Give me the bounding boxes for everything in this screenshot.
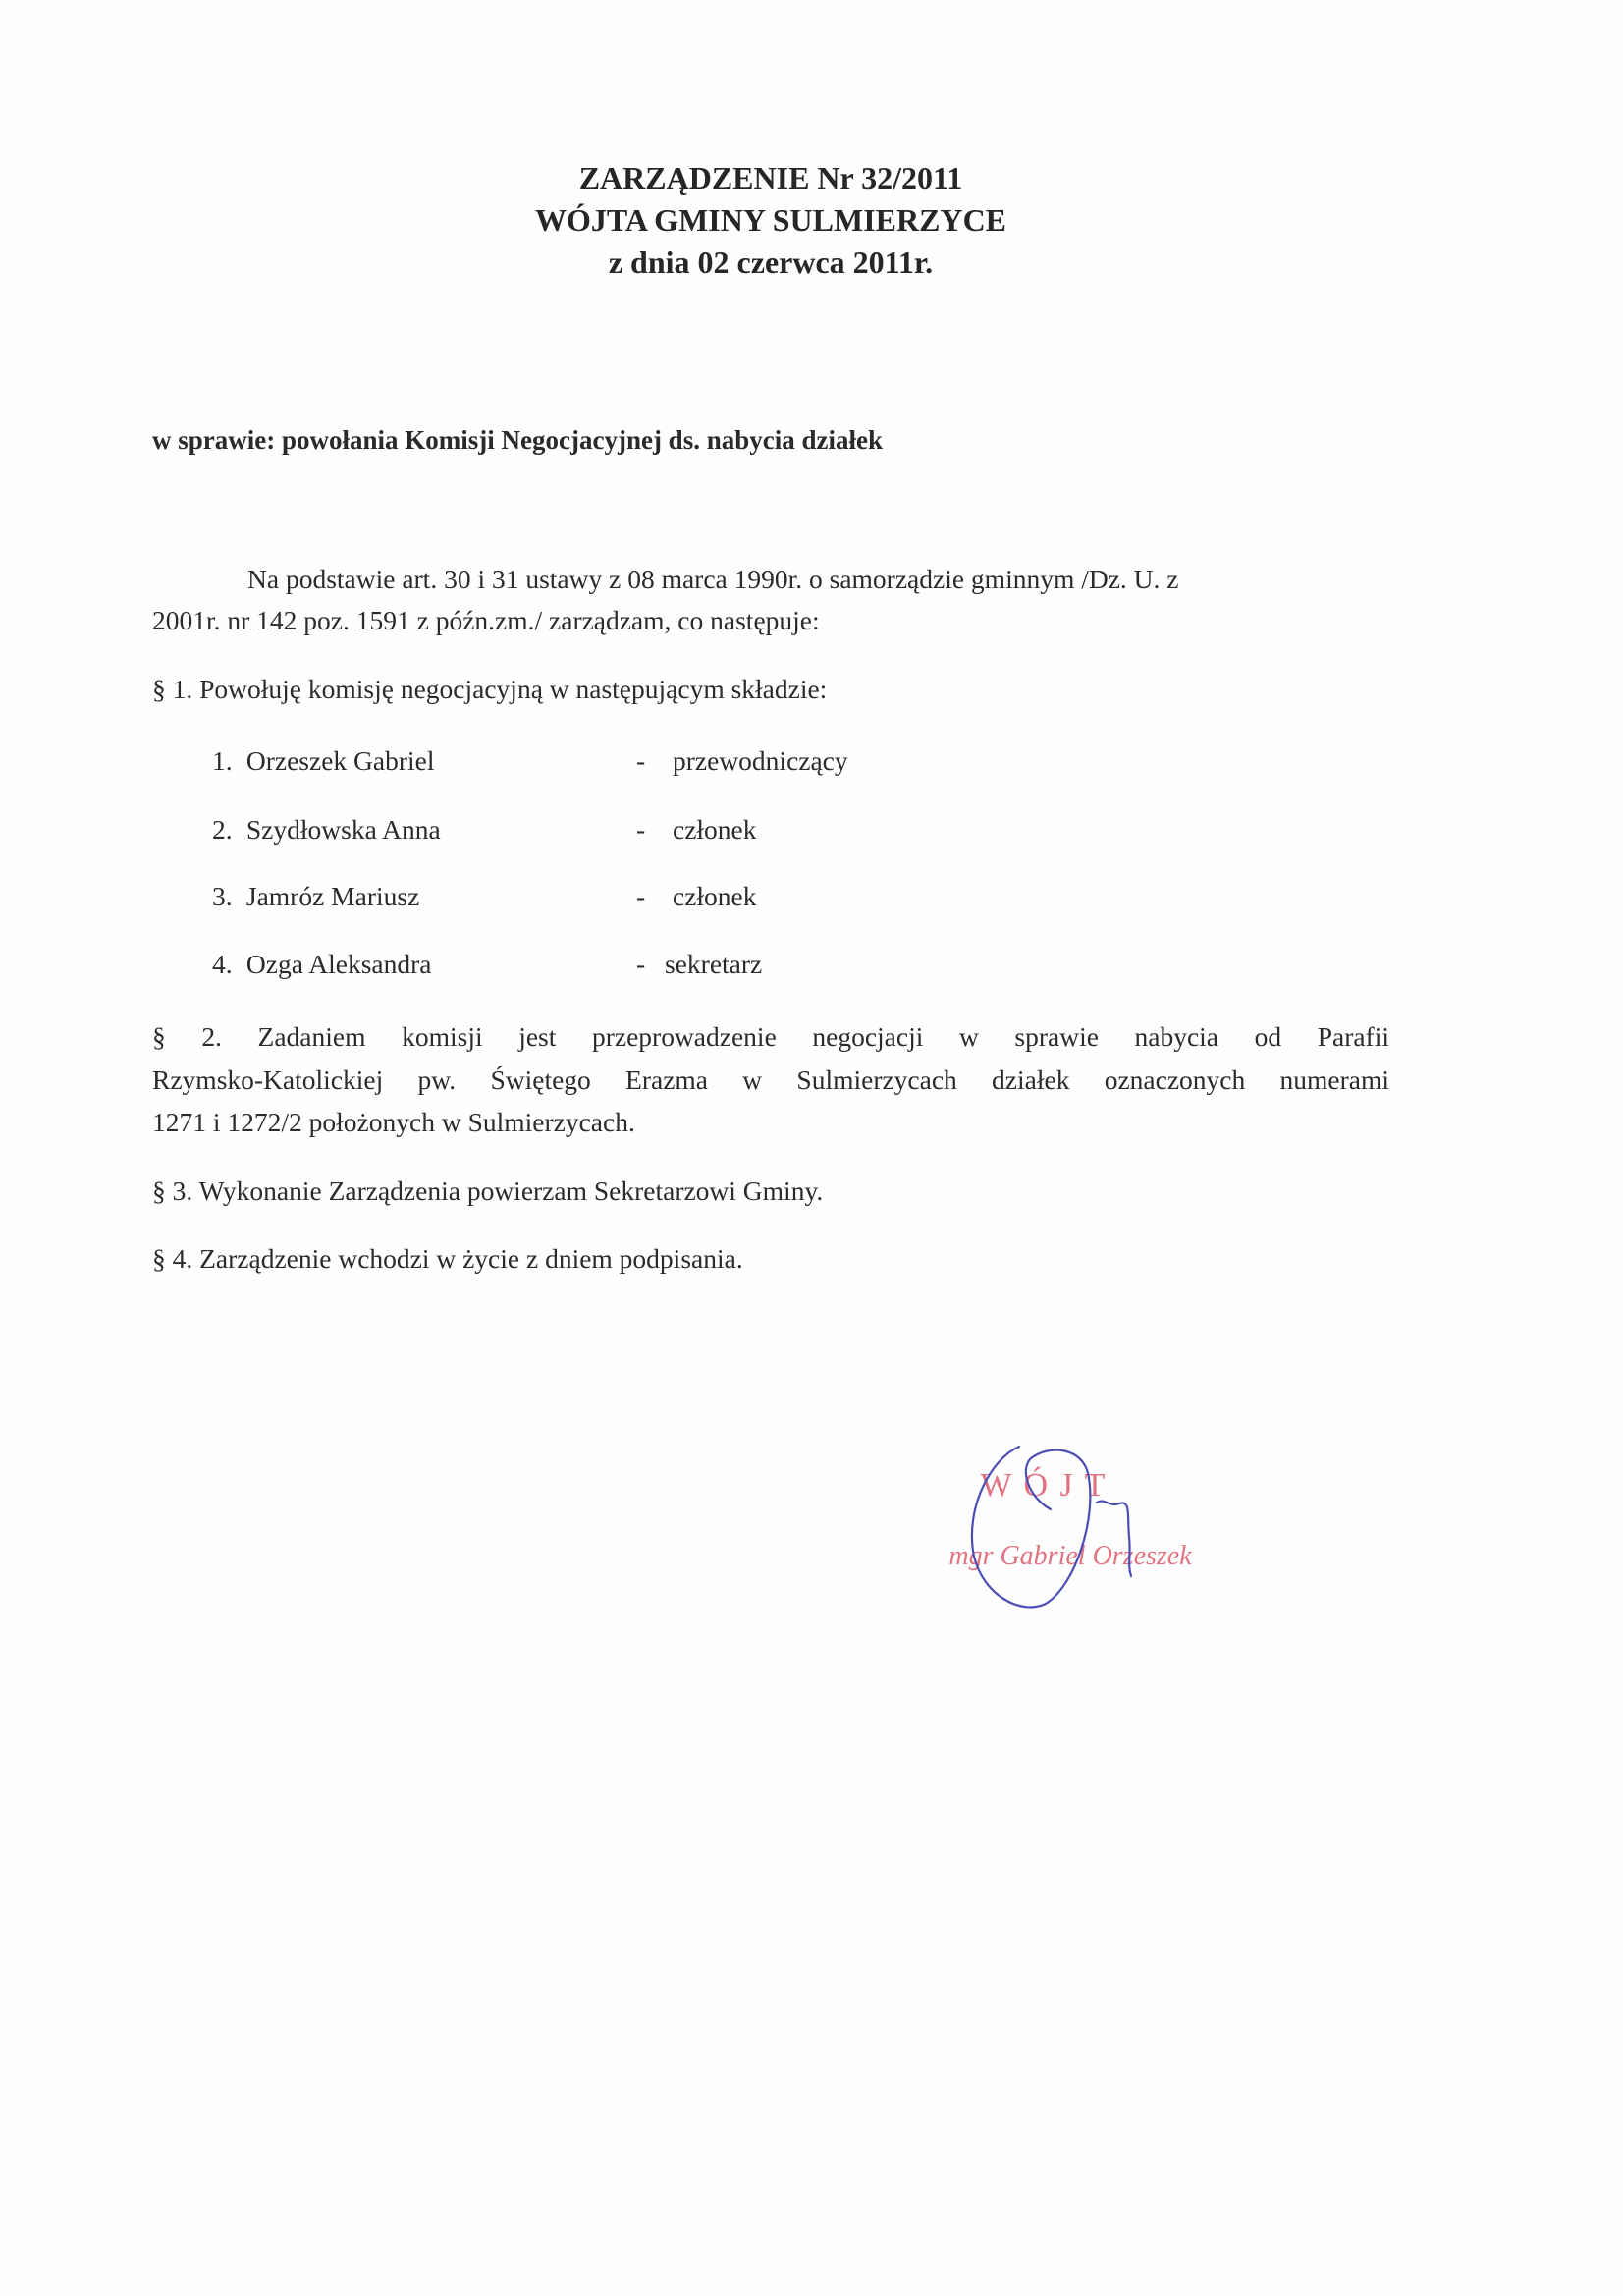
member-name: Szydłowska Anna bbox=[245, 814, 441, 845]
preamble-line-1: Na podstawie art. 30 i 31 ustawy z 08 marca 1990r. o samorządzie gminnym /Dz. U. z bbox=[247, 564, 1179, 594]
member-dash: - bbox=[636, 881, 646, 911]
document-header bbox=[476, 157, 1065, 284]
preamble-line-2: 2001r. nr 142 poz. 1591 z późn.zm./ zarządzam, co następuje: bbox=[152, 605, 820, 635]
member-row bbox=[212, 814, 441, 846]
section-4-text: § 4. Zarządzenie wchodzi w życie z dniem podpisania. bbox=[152, 1243, 743, 1274]
member-number: 2. bbox=[212, 814, 233, 845]
member-dash: - bbox=[636, 949, 646, 979]
official-stamp-with-signature bbox=[903, 1439, 1237, 1625]
title-line-date: z dnia 02 czerwca 2011r. bbox=[608, 245, 934, 280]
section-2-line-2: Rzymsko-Katolickiej pw. Świętego Erazma w Sulmierzycach działek oznaczonych numerami bbox=[152, 1065, 1389, 1095]
member-number: 1. bbox=[212, 745, 233, 776]
member-number: 4. bbox=[212, 949, 233, 979]
member-role: sekretarz bbox=[665, 949, 763, 979]
member-role: członek bbox=[673, 881, 757, 911]
member-name: Orzeszek Gabriel bbox=[245, 745, 435, 776]
member-role: członek bbox=[673, 814, 757, 845]
member-number: 3. bbox=[212, 881, 233, 911]
section-2-line-3: 1271 i 1272/2 położonych w Sulmierzycach. bbox=[152, 1107, 635, 1137]
member-dash: - bbox=[636, 745, 646, 776]
member-row bbox=[212, 949, 431, 980]
section-2-line-1: § 2. Zadaniem komisji jest przeprowadzenie negocjacji w sprawie nabycia od Parafii bbox=[152, 1021, 1389, 1052]
section-1-text: § 1. Powołuję komisję negocjacyjną w następującym składzie: bbox=[152, 674, 828, 704]
stamp-title: W Ó J T bbox=[980, 1467, 1108, 1503]
title-line-issuer: WÓJTA GMINY SULMIERZYCE bbox=[534, 202, 1007, 238]
stamp-graphic bbox=[903, 1439, 1237, 1625]
title-line-ordinance-number: ZARZĄDZENIE Nr 32/2011 bbox=[578, 160, 963, 195]
subject-line: w sprawie: powołania Komisji Negocjacyjnej ds. nabycia działek bbox=[152, 425, 883, 455]
member-row bbox=[212, 881, 419, 912]
member-role: przewodniczący bbox=[673, 745, 848, 776]
stamp-name: mgr Gabriel Orzeszek bbox=[948, 1541, 1192, 1571]
member-name: Jamróz Mariusz bbox=[245, 881, 420, 911]
section-3-text: § 3. Wykonanie Zarządzenia powierzam Sekretarzowi Gminy. bbox=[152, 1175, 824, 1206]
member-row bbox=[212, 745, 435, 777]
member-dash: - bbox=[636, 814, 646, 845]
member-name: Ozga Aleksandra bbox=[245, 949, 432, 979]
